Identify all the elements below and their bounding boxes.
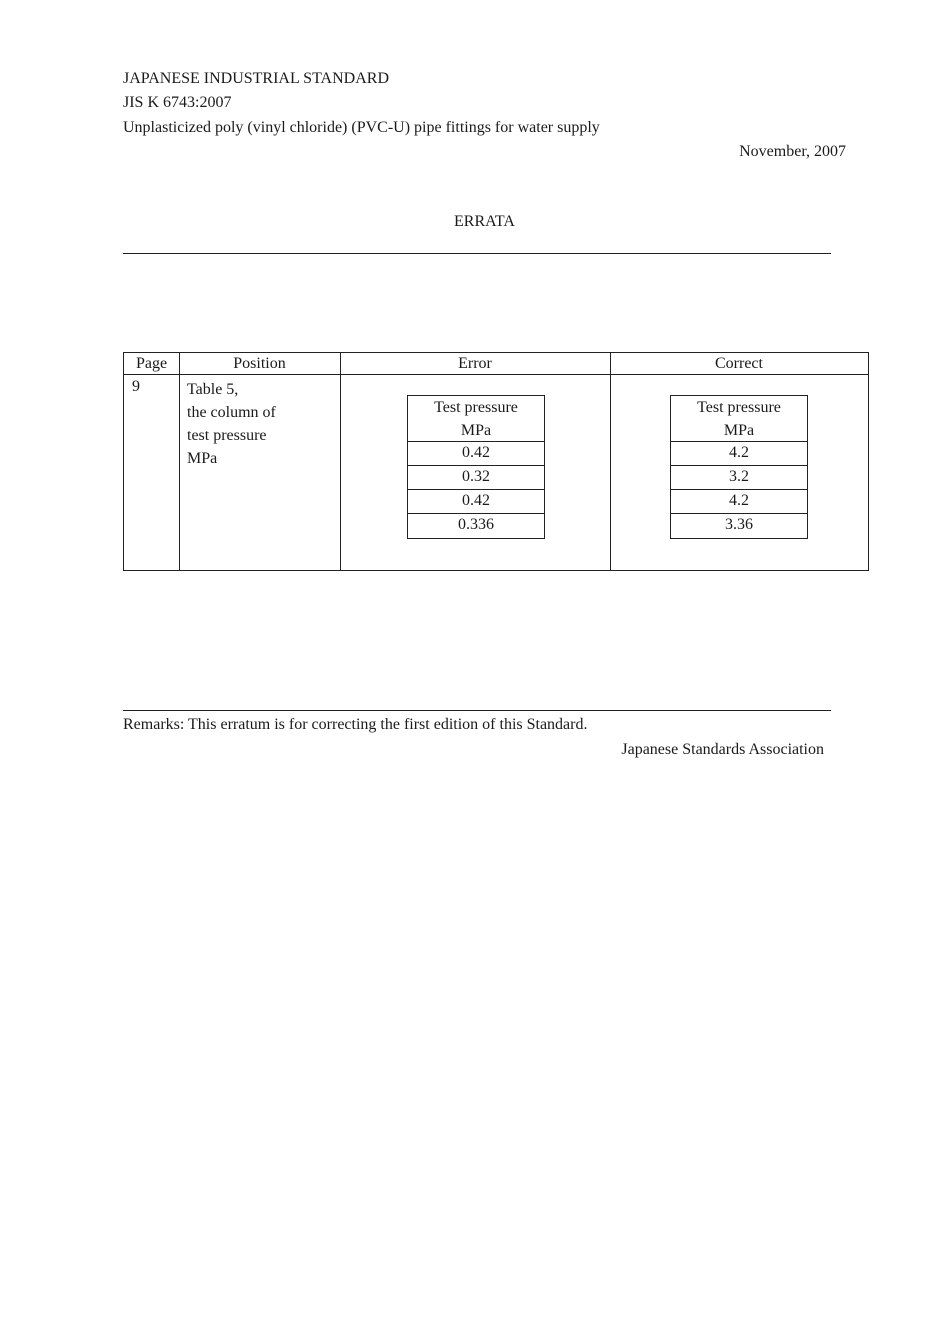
header-divider [124,374,868,375]
error-value: 0.32 [408,466,544,490]
error-value: 0.42 [408,442,544,466]
correct-values-table [670,395,808,539]
position-line: the column of [187,404,276,421]
error-header-line: Test pressure [434,399,518,416]
correct-value: 4.2 [671,490,807,514]
error-value: 0.336 [458,516,494,533]
remarks-text: Remarks: This erratum is for correcting the first edition of this Standard. [123,716,588,733]
top-divider [123,253,831,254]
column-header-page: Page [135,355,168,372]
position-cell [187,378,276,470]
correct-value: 3.2 [671,466,807,490]
correct-header-unit: MPa [723,422,755,439]
issuer-name: Japanese Standards Association [621,741,824,758]
error-header-unit: MPa [460,422,492,439]
correct-values-header [671,396,807,442]
position-line: MPa [187,450,218,467]
column-divider [610,353,611,570]
standard-subject: Unplasticized poly (vinyl chloride) (PVC-U) pipe fittings for water supply [123,119,600,136]
error-values-table [407,395,545,539]
correct-value: 4.2 [671,442,807,466]
errata-table [123,352,869,571]
column-divider [179,353,180,570]
standard-number: JIS K 6743:2007 [123,94,232,111]
error-value: 0.42 [408,490,544,514]
column-header-error: Error [458,355,492,372]
correct-header-line: Test pressure [697,399,781,416]
position-line: Table 5, [187,381,239,398]
page-cell: 9 [132,378,140,395]
column-header-correct: Correct [715,355,763,372]
errata-heading: ERRATA [454,213,515,230]
issue-date: November, 2007 [739,143,846,160]
column-divider [340,353,341,570]
column-header-position: Position [233,355,286,372]
error-values-header [408,396,544,442]
standard-title: JAPANESE INDUSTRIAL STANDARD [123,70,389,87]
bottom-divider [123,710,831,711]
correct-value: 3.36 [725,516,753,533]
position-line: test pressure [187,427,267,444]
